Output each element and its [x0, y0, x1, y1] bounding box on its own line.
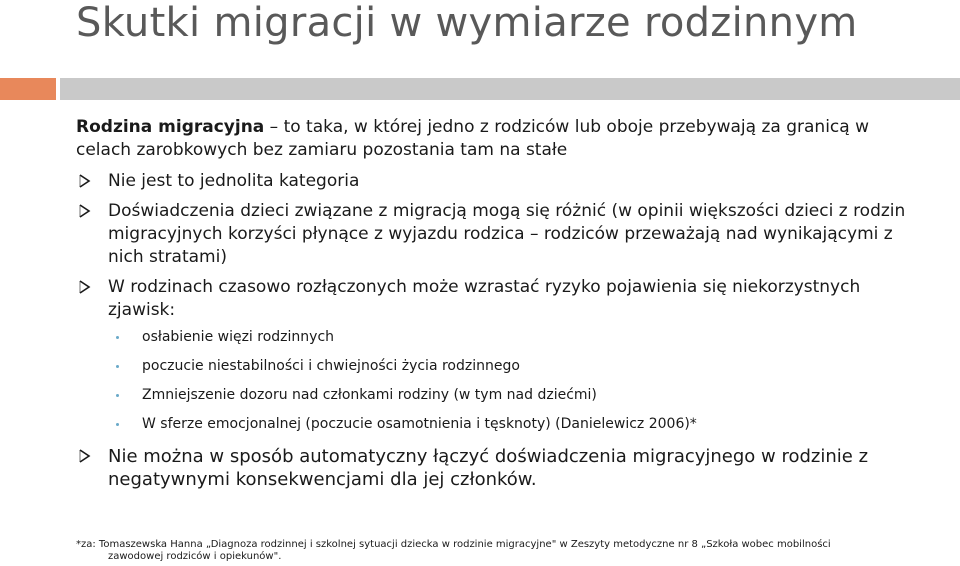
intro-term: Rodzina migracyjna	[76, 117, 265, 137]
bullet-item	[76, 170, 916, 193]
bullet-dot-icon	[116, 336, 119, 339]
bullet-text: Nie można w sposób automatyczny łączyć doświadczenia migracyjnego w rodzinie z negatywnymi konsekwencjami dla jej członków.	[108, 446, 869, 490]
title-rule-bar	[60, 78, 960, 100]
sub-bullet-text: Zmniejszenie dozoru nad członkami rodziny (w tym nad dziećmi)	[142, 387, 597, 403]
accent-bar	[0, 78, 56, 100]
sub-bullet-list	[76, 329, 916, 433]
sub-bullet-item	[76, 358, 916, 375]
sub-bullet-item	[76, 387, 916, 404]
intro-definition-text: – to taka, w której jedno z rodziców lub oboje przebywają za granicą w celach zarobkowych bez zamiaru pozostania tam na stałe	[76, 117, 869, 160]
sub-bullet-text: osłabienie więzi rodzinnych	[142, 329, 335, 345]
slide-title: Skutki migracji w wymiarze rodzinnym	[76, 0, 858, 46]
sub-bullet-item	[76, 416, 916, 433]
chevron-right-icon	[78, 447, 92, 465]
bullet-item	[76, 200, 916, 269]
sub-bullet-text: W sferze emocjonalnej (poczucie osamotnienia i tęsknoty) (Danielewicz 2006)*	[142, 416, 697, 432]
footnote-line: zawodowej rodziców i opiekunów".	[108, 551, 282, 562]
sub-bullet-text: poczucie niestabilności i chwiejności życia rodzinnego	[142, 358, 520, 374]
bullet-dot-icon	[116, 394, 119, 397]
chevron-right-icon	[78, 278, 92, 296]
bullet-text: Doświadczenia dzieci związane z migracją mogą się różnić (w opinii większości dzieci z rodzin migracyjnych korzyści płynące z wyjazdu rodzica – rodziców przeważają nad wynikającymi z nich stratami)	[108, 201, 906, 267]
bullet-text: Nie jest to jednolita kategoria	[108, 171, 360, 191]
intro-definition	[76, 116, 916, 162]
chevron-right-icon	[78, 172, 92, 190]
footnote	[76, 539, 896, 563]
footnote-line: *za: Tomaszewska Hanna „Diagnoza rodzinnej i szkolnej sytuacji dziecka w rodzinie migracyjne" w Zeszyty metodyczne nr 8 „Szkoła wobec mobilności	[76, 539, 831, 550]
bullet-dot-icon	[116, 365, 119, 368]
sub-bullet-item	[76, 329, 916, 346]
slide-content	[76, 116, 916, 498]
bullet-text: W rodzinach czasowo rozłączonych może wzrastać ryzyko pojawienia się niekorzystnych zjawisk:	[108, 277, 861, 320]
bullet-item	[76, 276, 916, 322]
bullet-item	[76, 445, 916, 491]
chevron-right-icon	[78, 202, 92, 220]
bullet-dot-icon	[116, 423, 119, 426]
